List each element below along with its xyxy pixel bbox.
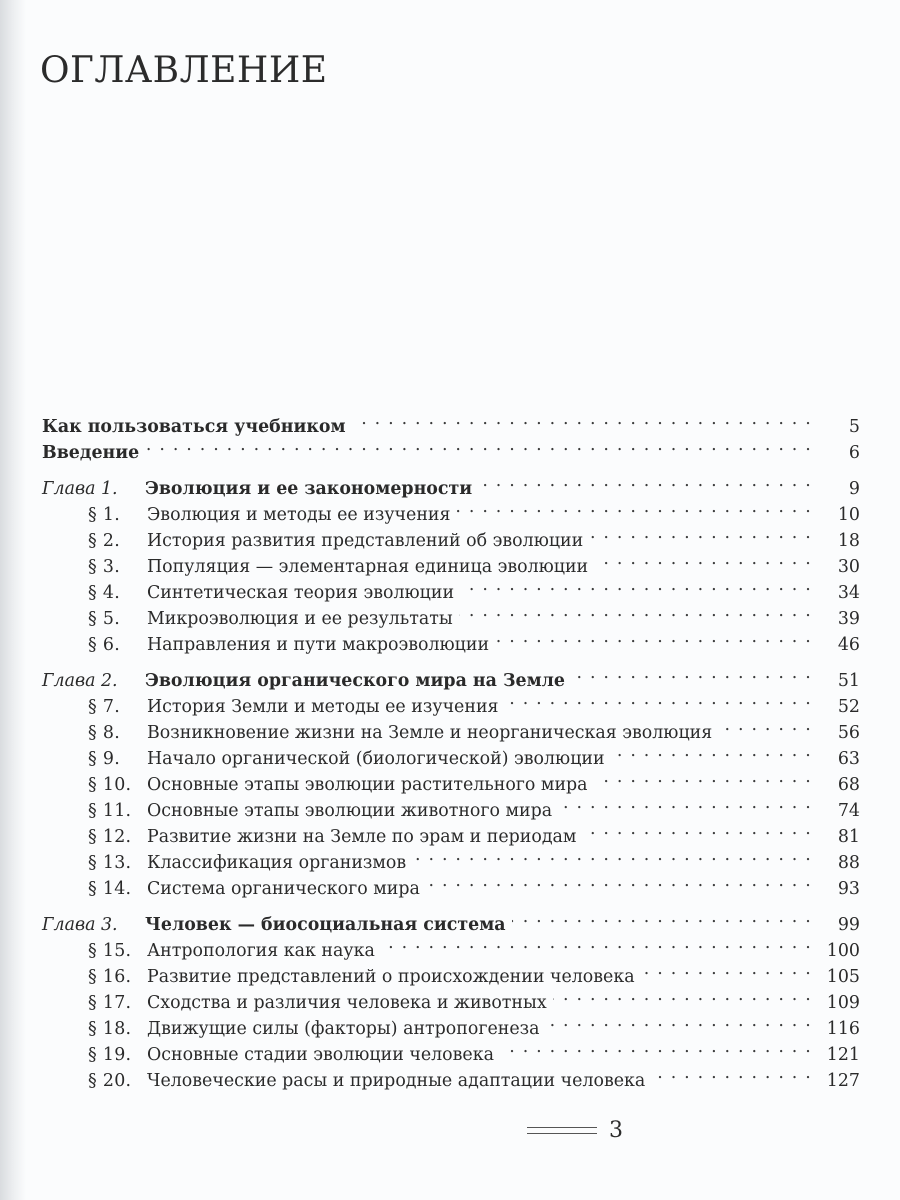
section-title: Основные этапы эволюции растительного мира [147, 775, 588, 795]
dot-leader [594, 546, 812, 572]
section-page: 105 [826, 967, 860, 987]
chapter-title: Эволюция органического мира на Земле [145, 671, 565, 691]
section-title: Движущие силы (факторы) антропогенеза [147, 1019, 540, 1039]
dot-leader [582, 816, 812, 842]
chapter-page: 9 [848, 479, 860, 499]
section-title: Возникновение жизни на Земле и неорганическая эволюция [147, 723, 713, 743]
section-page: 127 [826, 1071, 860, 1091]
section-page: 39 [837, 609, 860, 629]
chapter-title: Эволюция и ее закономерности [145, 479, 473, 499]
section-title: Основные стадии эволюции человека [147, 1045, 494, 1065]
section-title: Развитие жизни на Земле по эрам и периодам [147, 827, 577, 847]
chapter-label: Глава 3. [42, 915, 118, 935]
page-title: ОГЛАВЛЕНИЕ [40, 50, 328, 91]
dot-leader [558, 790, 812, 816]
double-rule-ornament [527, 1127, 597, 1134]
section-label: § 1. [88, 505, 121, 525]
toc-entry-introduction[interactable] [42, 432, 860, 463]
toc-chapter-1[interactable] [42, 468, 860, 499]
section-label: § 10. [88, 775, 132, 795]
section-label: § 8. [88, 723, 121, 743]
dot-leader [459, 598, 812, 624]
section-title: Антропология как наука [147, 941, 375, 961]
dot-leader [381, 930, 812, 956]
section-label: § 13. [88, 853, 132, 873]
dot-leader [651, 1060, 812, 1086]
chapter-label: Глава 2. [42, 671, 118, 691]
dot-leader [478, 468, 812, 494]
dot-leader [512, 904, 812, 930]
section-page: 121 [826, 1045, 860, 1065]
toc-entry-page: 6 [848, 443, 860, 463]
section-label: § 14. [88, 879, 132, 899]
section-page: 10 [837, 505, 860, 525]
dot-leader [545, 1008, 812, 1034]
section-page: 74 [837, 801, 860, 821]
section-page: 100 [826, 941, 860, 961]
dot-leader [426, 868, 812, 894]
section-label: § 9. [88, 749, 121, 769]
dot-leader [505, 686, 812, 712]
section-label: § 12. [88, 827, 132, 847]
section-label: § 7. [88, 697, 121, 717]
section-title: Синтетическая теория эволюции [147, 583, 455, 603]
section-label: § 4. [88, 583, 121, 603]
table-of-contents [42, 406, 860, 1091]
section-page: 81 [837, 827, 860, 847]
page-binding-shadow [0, 0, 26, 1200]
dot-leader [495, 624, 812, 650]
chapter-title: Человек — биосоциальная система [145, 915, 506, 935]
section-label: § 15. [88, 941, 132, 961]
section-page: 34 [837, 583, 860, 603]
section-label: § 18. [88, 1019, 132, 1039]
toc-chapter-3[interactable] [42, 904, 860, 935]
section-title: Человеческие расы и природные адаптации человека [147, 1071, 646, 1091]
chapter-page: 51 [837, 671, 860, 691]
section-label: § 6. [88, 635, 121, 655]
section-page: 116 [826, 1019, 860, 1039]
section-page: 68 [837, 775, 860, 795]
dot-leader [611, 738, 812, 764]
section-page: 88 [837, 853, 860, 873]
section-title: История развития представлений об эволюции [147, 531, 584, 551]
section-title: Развитие представлений о происхождении человека [147, 967, 635, 987]
page-number: 3 [609, 1118, 623, 1143]
toc-entry-title: Введение [42, 443, 140, 463]
section-page: 30 [837, 557, 860, 577]
chapter-label: Глава 1. [42, 479, 118, 499]
section-page: 63 [837, 749, 860, 769]
dot-leader [145, 432, 812, 458]
section-label: § 16. [88, 967, 132, 987]
section-label: § 11. [88, 801, 132, 821]
dot-leader [594, 764, 812, 790]
page-footer [527, 1118, 623, 1143]
section-title: Микроэволюция и ее результаты [147, 609, 453, 629]
dot-leader [571, 660, 812, 686]
dot-leader [412, 842, 812, 868]
section-title: Классификация организмов [147, 853, 407, 873]
section-title: Популяция — элементарная единица эволюции [147, 557, 589, 577]
toc-chapter-2[interactable] [42, 660, 860, 691]
section-label: § 5. [88, 609, 121, 629]
dot-leader [457, 494, 813, 520]
section-page: 46 [837, 635, 860, 655]
section-page: 93 [837, 879, 860, 899]
section-title: Направления и пути макроэволюции [147, 635, 490, 655]
dot-leader [641, 956, 812, 982]
section-page: 52 [837, 697, 860, 717]
toc-entry-page: 5 [848, 417, 860, 437]
section-label: § 17. [88, 993, 132, 1013]
section-title: Основные этапы эволюции животного мира [147, 801, 553, 821]
section-page: 56 [837, 723, 860, 743]
chapter-page: 99 [837, 915, 860, 935]
toc-entry-title: Как пользоваться учебником [42, 417, 346, 437]
section-title: Эволюция и методы ее изучения [147, 505, 451, 525]
section-label: § 20. [88, 1071, 132, 1091]
section-label: § 19. [88, 1045, 132, 1065]
dot-leader [553, 982, 812, 1008]
dot-leader [500, 1034, 812, 1060]
dot-leader [589, 520, 812, 546]
section-title: Сходства и различия человека и животных [147, 993, 547, 1013]
section-page: 109 [826, 993, 860, 1013]
dot-leader [352, 406, 812, 432]
section-title: Система органического мира [147, 879, 420, 899]
section-title: История Земли и методы ее изучения [147, 697, 499, 717]
dot-leader [718, 712, 812, 738]
toc-entry-how-to-use[interactable] [42, 406, 860, 437]
section-label: § 2. [88, 531, 121, 551]
section-title: Начало органической (биологической) эволюции [147, 749, 605, 769]
section-label: § 3. [88, 557, 121, 577]
section-page: 18 [837, 531, 860, 551]
dot-leader [460, 572, 812, 598]
